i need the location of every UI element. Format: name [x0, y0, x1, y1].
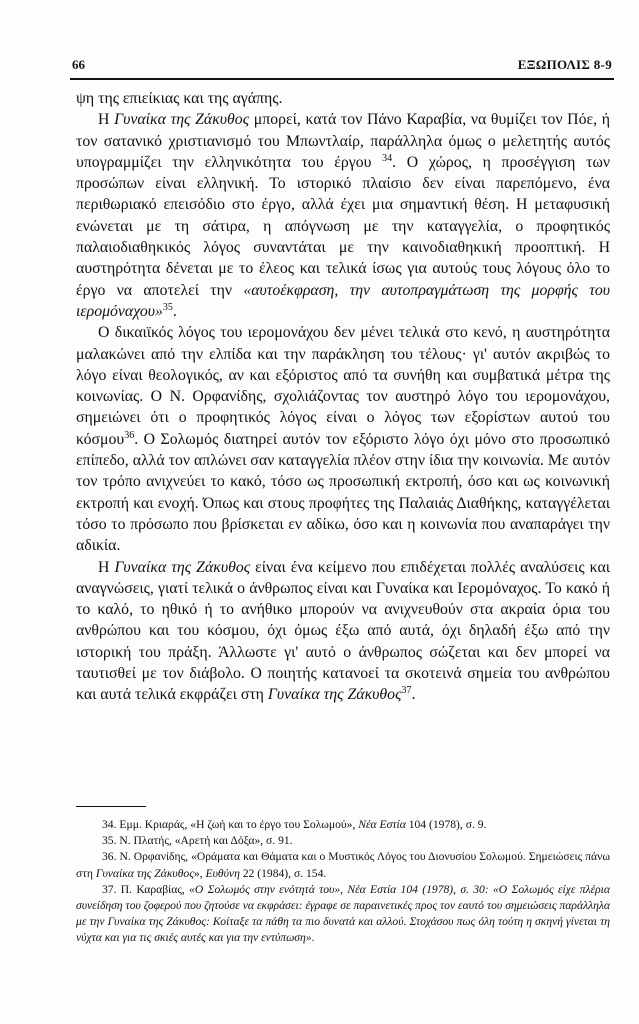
- page-number: 66: [72, 57, 85, 72]
- paragraph-3: Ο δικαιϊκός λόγος του ιερομονάχου δεν μένει τελικά στο κενό, η αυστηρότητα μαλακώνει από την ελπίδα και την παράκληση του τέλους· γι' αυτόν ακριβώς το λόγο είναι θεολογικός, αν και εξόριστος από τα συνήθη και συμβατικά μέτρα της κοινωνίας. Ο Ν. Ορφανίδης, σχολιάζοντας τον αυστηρό λόγο του ιερομονάχου, σημειώνει ότι ο προφητικός λόγος είναι ο λόγος των εξορίστων αυτού του κόσμου$^{36}$. Ο Σολωμός διατηρεί αυτόν τον εξόριστο λόγο όχι μόνο στο προσωπικό επίπεδο, αλλά τον απλώνει σαν καταγγελία πλέον στην ίδια την κοινωνία. Με αυτόν τον τρόπο ανιχνεύει το κακό, τόσο ως προσωπική εκτροπή, όσο και ως κοινωνική εκτροπή και ενοχή. Όπως και στους προφήτες της Παλαιάς Διαθήκης, καταγγέλεται τόσο το πρόσωπο που βρίσκεται εν αδίκω, όσο και η κοινωνία που αναπαράγει την αδικία.: [76, 324, 610, 555]
- footnote-ref-34[interactable]: 34: [382, 152, 393, 164]
- paragraph-1: ψη της επιείκιας και της αγάπης.: [76, 90, 283, 107]
- page-header: [72, 57, 612, 77]
- work-title: Γυναίκα της Ζάκυθος: [114, 558, 251, 576]
- paragraph-4: Η Γυναίκα της Ζάκυθος είναι ένα κείμενο που επιδέχεται πολλές αναλύσεις και αναγνώσεις, γιατί τελικά ο άνθρωπος είναι και Γυναίκα και Ιερομόναχος. Το κακό ή το καλό, το ηθικό ή το ανήθικο μπορούν να ανιχνευθούν στα ακραία όρια του ανθρώπου και του κόσμου, όχι όμως έξω από αυτά, όχι δηλαδή έξω από την ιστορική του πράξη. Άλλωστε γι' αυτό ο άνθρωπος σώζεται και δεν μπορεί να ταυτισθεί με τον διάβολο. Ο ποιητής κατανοεί τα σκοτεινά σημεία του ανθρώπου και αυτά τελικά εκφράζει στη Γυναίκα της Ζάκυθος$^{37}$.: [76, 558, 611, 704]
- header-rule: [70, 78, 614, 80]
- footnote-37: 37. Π. Καραβίας, «Ο Σολωμός στην ενότητά του», Νέα Εστία 104 (1978), σ. 30: «Ο Σολωμός είχε πλέρια συνείδηση του ζοφερού που ζητούσε να εκφράσει: έγραφε σε παραινετικές προς τον εαυτό του σημειώσεις παράλληλα με την Γυναίκα της Ζάκυθος: Κοίταξε τα πάθη τα πιο δυνατά και αλλού. Στοχάσου πως όλη τούτη η σκηνή γίνεται τη νύχτα και για τις σκιές αυτές και για την εντύπωση».: [76, 882, 610, 945]
- running-head: ΕΞΩΠΟΛΙΣ 8-9: [517, 57, 612, 72]
- work-title: Γυναίκα της Ζάκυθος: [114, 111, 250, 129]
- footnote-36: 36. Ν. Ορφανίδης, «Οράματα και Θάματα και ο Μυστικός Λόγος του Διονυσίου Σολωμού. Σημειώσεις πάνω στη Γυναίκα της Ζάκυθος», Ευθύνη 22 (1984), σ. 154.: [76, 850, 610, 880]
- footnote-ref-35[interactable]: 35: [162, 301, 173, 313]
- footnote-rule: [76, 806, 146, 807]
- work-title: Γυναίκα της Ζάκυθος: [267, 686, 402, 704]
- footnote-ref-37[interactable]: 37: [401, 685, 412, 697]
- quotation: «αυτοέκφραση, την αυτοπραγμάτωση της μορφής του ιερομόναχου»: [76, 281, 610, 320]
- footnote-34: 34. Εμμ. Κριαράς, «Η ζωή και το έργο του Σολωμού», Νέα Εστία 104 (1978), σ. 9.: [102, 818, 487, 831]
- footnote-ref-36[interactable]: 36: [124, 429, 135, 441]
- body-text: [76, 88, 610, 706]
- footnotes: [76, 817, 610, 947]
- paragraph-2: Η Γυναίκα της Ζάκυθος μπορεί, κατά τον Πάνο Καραβία, να θυμίζει τον Πόε, ή τον σατανικό χριστιανισμό του Μπωντλαίρ, παράλληλα όμως ο μελετητής αυτός υπογραμμίζει την ελληνικότητα του έργου $^{34}$. Ο χώρος, η προσέγγιση των προσώπων είναι ελληνική. Το ιστορικό πλαίσιο δεν είναι παρεπόμενο, ένα περιθωριακό επεισόδιο στο έργο, αλλά έχει μια σημαντική θέση. Η μεταφυσική ενώνεται με τη σάτιρα, η απόγνωση με την καταγγελία, ο προφητικός παλαιοδιαθηκικός λόγος συναντάται με την καινοδιαθηκική προοπτική. Η αυστηρότητα δένεται με το έλεος και τελικά ίσως για αυτούς τους λόγους όλο το έργο να αποτελεί την «αυτοέκφραση, την αυτοπραγμάτωση της μορφής του ιερομόναχου»$^{35}$.: [76, 111, 610, 320]
- footnote-35: 35. Ν. Πλατής, «Αρετή και Δόξα», σ. 91.: [102, 834, 293, 848]
